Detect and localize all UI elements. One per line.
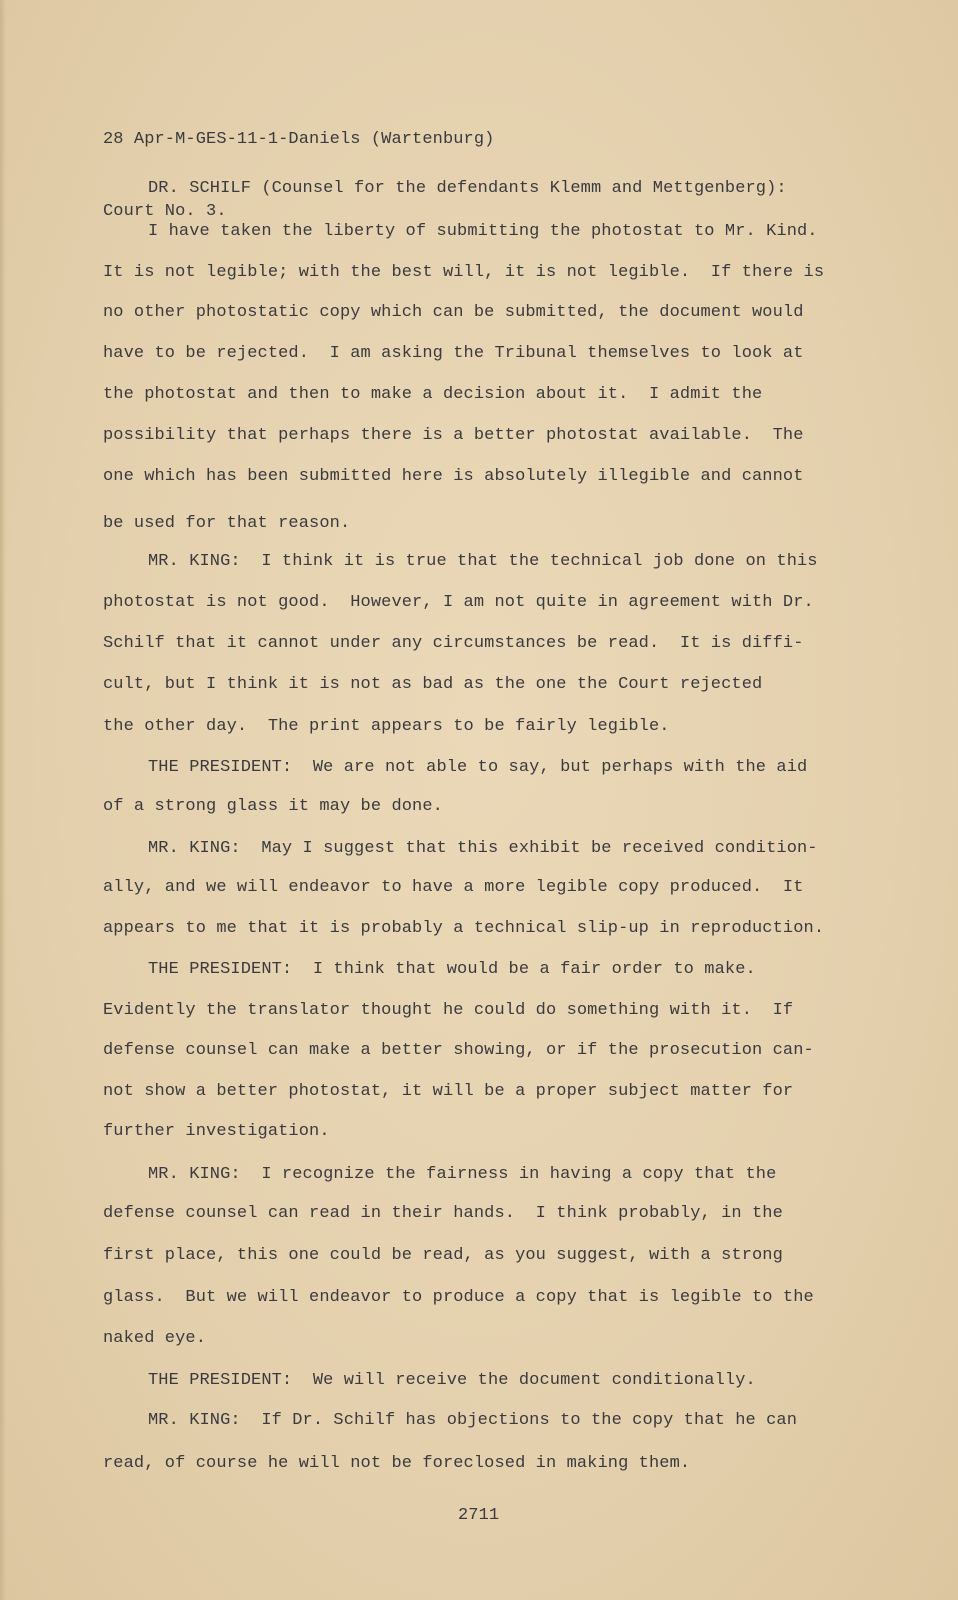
text-line: MR. KING: If Dr. Schilf has objections to the copy that he can xyxy=(148,1411,798,1430)
text-line: THE PRESIDENT: We will receive the document conditionally. xyxy=(148,1371,756,1390)
text-line: I have taken the liberty of submitting the photostat to Mr. Kind. xyxy=(148,222,818,241)
text-line: MR. KING: I recognize the fairness in having a copy that the xyxy=(148,1165,777,1184)
text-line: one which has been submitted here is absolutely illegible and cannot xyxy=(103,467,804,486)
text-line: appears to me that it is probably a technical slip-up in reproduction. xyxy=(103,919,825,938)
page-number: 2711 xyxy=(458,1506,500,1525)
text-line: defense counsel can make a better showing, or if the prosecution can- xyxy=(103,1041,814,1060)
text-line: have to be rejected. I am asking the Tribunal themselves to look at xyxy=(103,344,804,363)
text-line: MR. KING: I think it is true that the technical job done on this xyxy=(148,552,818,571)
text-line: be used for that reason. xyxy=(103,514,351,533)
document-header xyxy=(103,80,494,272)
text-line: the other day. The print appears to be fairly legible. xyxy=(103,717,670,736)
text-line: the photostat and then to make a decision about it. I admit the xyxy=(103,385,763,404)
header-case-line: 28 Apr-M-GES-11-1-Daniels (Wartenburg) xyxy=(103,130,495,149)
page-edge-shadow xyxy=(0,0,6,1600)
text-line: further investigation. xyxy=(103,1122,330,1141)
text-line: It is not legible; with the best will, it is not legible. If there is xyxy=(103,263,825,282)
text-line: of a strong glass it may be done. xyxy=(103,797,443,816)
text-line: photostat is not good. However, I am not quite in agreement with Dr. xyxy=(103,593,814,612)
text-line: ally, and we will endeavor to have a more legible copy produced. It xyxy=(103,878,804,897)
text-line: first place, this one could be read, as you suggest, with a strong xyxy=(103,1246,783,1265)
text-line: THE PRESIDENT: We are not able to say, but perhaps with the aid xyxy=(148,758,808,777)
text-line: Schilf that it cannot under any circumstances be read. It is diffi- xyxy=(103,634,804,653)
text-line: DR. SCHILF (Counsel for the defendants Klemm and Mettgenberg): xyxy=(148,179,787,198)
text-line: possibility that perhaps there is a better photostat available. The xyxy=(103,426,804,445)
text-line: glass. But we will endeavor to produce a copy that is legible to the xyxy=(103,1288,814,1307)
text-line: THE PRESIDENT: I think that would be a fair order to make. xyxy=(148,960,756,979)
text-line: Evidently the translator thought he could do something with it. If xyxy=(103,1001,794,1020)
text-line: defense counsel can read in their hands. I think probably, in the xyxy=(103,1204,783,1223)
text-line: MR. KING: May I suggest that this exhibit be received condition- xyxy=(148,839,818,858)
header-court-line: Court No. 3. xyxy=(103,202,227,221)
text-line: not show a better photostat, it will be a proper subject matter for xyxy=(103,1082,794,1101)
text-line: naked eye. xyxy=(103,1329,207,1348)
text-line: cult, but I think it is not as bad as the one the Court rejected xyxy=(103,675,763,694)
text-line: no other photostatic copy which can be submitted, the document would xyxy=(103,303,804,322)
text-line: read, of course he will not be foreclosed in making them. xyxy=(103,1454,691,1473)
